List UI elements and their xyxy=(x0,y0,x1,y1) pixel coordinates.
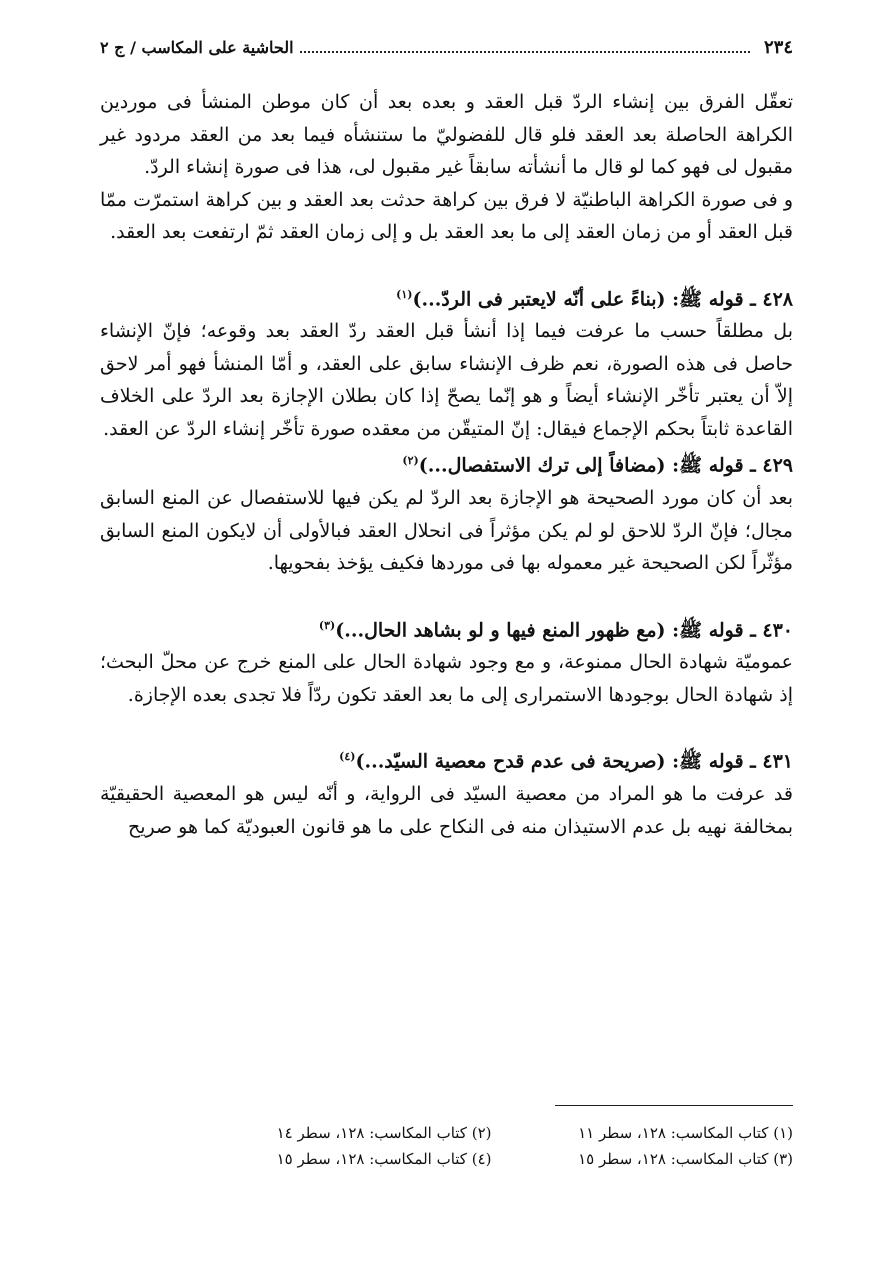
running-header xyxy=(100,30,793,64)
section-heading-428 xyxy=(100,279,793,316)
footnote-3: (٣) كتاب المكاسب: ١٢٨، سطر ١٥ xyxy=(578,1150,793,1168)
heading-text: ٤٢٨ ـ قوله ﷺ: (بناءً على أنّه لايعتبر فى الردّ...) xyxy=(412,287,793,310)
heading-text: ٤٣٠ ـ قوله ﷺ: (مع ظهور المنع فيها و لو بشاهد الحال...) xyxy=(335,618,793,641)
footnote-ref: (٣) xyxy=(318,618,336,632)
footnote-ref: (٤) xyxy=(339,750,356,764)
footnote-4: (٤) كتاب المكاسب: ١٢٨، سطر ١٥ xyxy=(276,1150,492,1168)
section-gap xyxy=(100,580,793,610)
section-gap xyxy=(100,249,793,279)
heading-text: ٤٢٩ ـ قوله ﷺ: (مضافاً إلى ترك الاستفصال...) xyxy=(418,454,793,477)
paragraph-431: قد عرفت ما هو المراد من معصية السيّد فى الرواية، و أنّه ليس هو المعصية الحقيقيّة بمخالفة نهيه بل عدم الاستيذان منه فى النكاح على ما هو قانون العبوديّة كما هو صريح xyxy=(100,783,793,838)
footnote-ref: (١) xyxy=(396,287,413,301)
footnote-ref: (٢) xyxy=(402,454,419,468)
footnotes xyxy=(190,1120,793,1172)
heading-text: ٤٣١ ـ قوله ﷺ: (صريحة فى عدم قدح معصية السيّد...) xyxy=(355,750,793,773)
main-text xyxy=(100,86,793,843)
footnote-separator xyxy=(555,1105,793,1106)
page-number: ٢٣٤ xyxy=(763,36,793,58)
running-title: الحاشية على المكاسب / ج ٢ xyxy=(100,37,294,57)
paragraph-429: بعد أن كان مورد الصحيحة هو الإجازة بعد الردّ لم يكن فيها للاستفصال عن المنع السابق مجال؛ فإنّ الردّ للاحق لو لم يكن مؤثراً فى انحلال العقد فبالأولى أن لايكون المنع السابق مؤثّراً لكن الصحيحة غير معموله بها فى موردها فكيف يؤخذ بفحويها. xyxy=(100,487,793,575)
paragraph-intro: تعقّل الفرق بين إنشاء الردّ قبل العقد و بعده بعد أن كان موطن المنشأ فى موردين الكراهة الحاصلة بعد العقد فلو قال للفضوليّ ما ستنشأه فيما بعد من العقد مردود غير مقبول لى فهو كما لو قال ما أنشأته سابقاً غير مقبول لى، هذا فى صورة إنشاء الردّ. xyxy=(100,91,793,178)
footnote-1: (١) كتاب المكاسب: ١٢٨، سطر ١١ xyxy=(578,1124,793,1142)
paragraph-430: عموميّة شهادة الحال ممنوعة، و مع وجود شهادة الحال على المنع خرج عن محلّ البحث؛ إذ شهادة الحال بوجودها الاستمرارى إلى ما بعد العقد تكون ردّاً فلا تجدى بعده الإجازة. xyxy=(100,651,793,706)
section-gap xyxy=(100,711,793,741)
footnote-2: (٢) كتاب المكاسب: ١٢٨، سطر ١٤ xyxy=(276,1124,492,1142)
paragraph-428: بل مطلقاً حسب ما عرفت فيما إذا أنشأ قبل العقد ردّ العقد بعد وقوعه؛ فإنّ الإنشاء حاصل فى هذه الصورة، نعم ظرف الإنشاء سابق على العقد، و أمّا المنشأ فهو أمر لاحق إلاّ أن يعتبر تأخّر الإنشاء أيضاً و هو إنّما يصحّ إذا كان بطلان الإجازة بعد الردّ على الخلاف القاعدة ثابتاً بحكم الإجماع فيقال: إنّ المتيقّن من معقده صورة تأخّر إنشاء الردّ عن العقد. xyxy=(100,320,793,440)
section-heading-430 xyxy=(100,610,793,647)
section-heading-431 xyxy=(100,741,793,778)
header-dot-leader xyxy=(300,41,750,53)
section-heading-429 xyxy=(100,445,793,482)
paragraph-intro-2: و فى صورة الكراهة الباطنيّة لا فرق بين كراهة حدثت بعد العقد و بين كراهة استمرّت ممّا قبل العقد أو من زمان العقد إلى ما بعد العقد بل و إلى زمان العقد ثمّ ارتفعت بعد العقد. xyxy=(100,188,793,243)
